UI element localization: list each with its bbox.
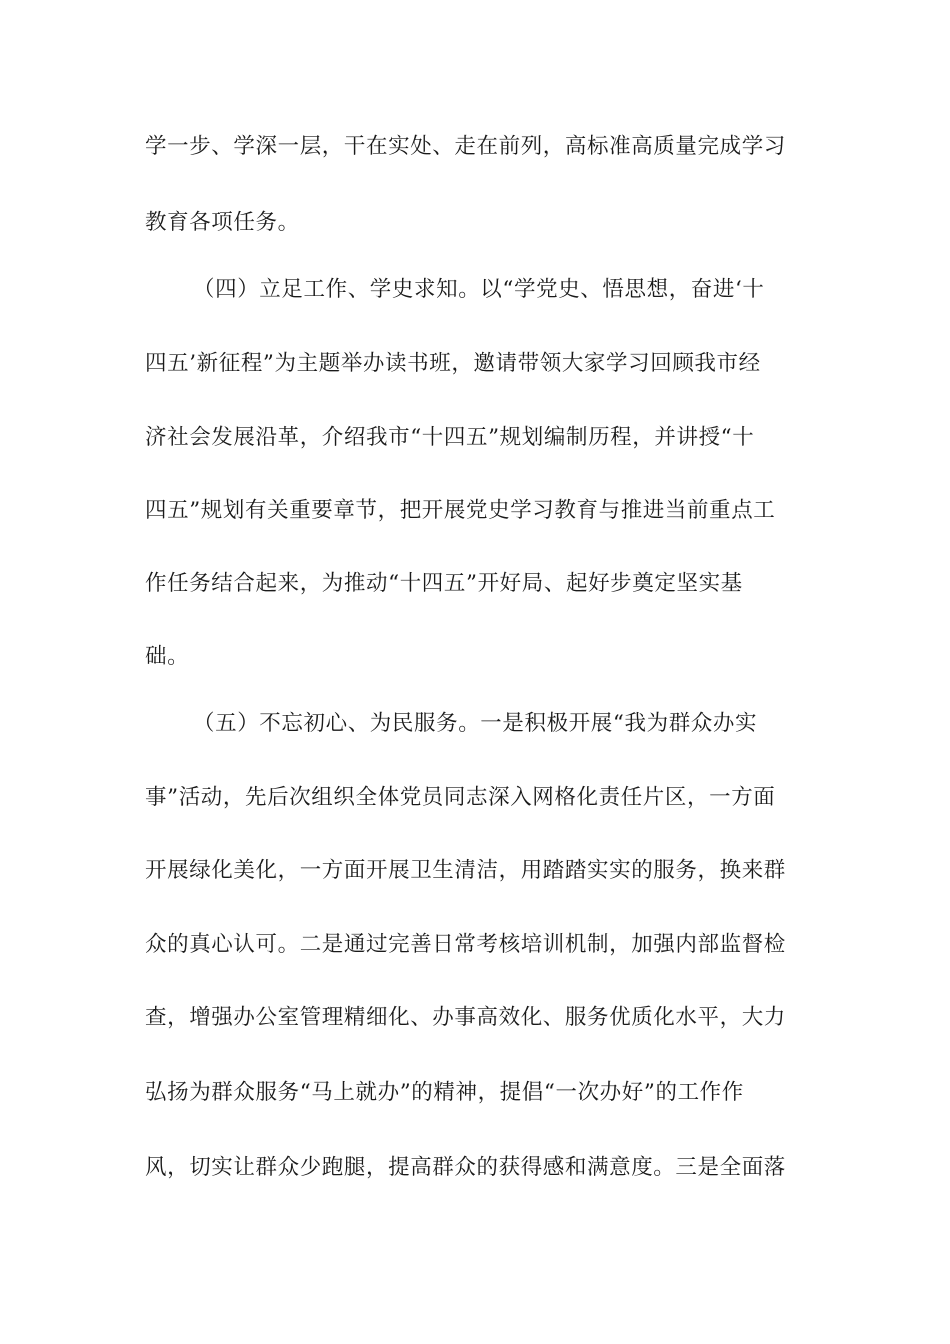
text-line: 弘扬为群众服务“马上就办”的精神，提倡“一次办好”的工作作 — [145, 1080, 744, 1105]
text-line: 教育各项任务。 — [145, 210, 300, 235]
text-line: 学一步、学深一层，干在实处、走在前列，高标准高质量完成学习 — [145, 134, 786, 159]
text-line: 风，切实让群众少跑腿，提高群众的获得感和满意度。三是全面落 — [145, 1155, 786, 1180]
text-line: 作任务结合起来，为推动“十四五”开好局、起好步奠定坚实基 — [145, 571, 743, 596]
paragraph-heading-line: （四）立足工作、学史求知。以“学党史、悟思想，奋进‘十 — [193, 277, 765, 302]
text-line: 开展绿化美化，一方面开展卫生清洁，用踏踏实实的服务，换来群 — [145, 858, 786, 883]
text-line: 查，增强办公室管理精细化、办事高效化、服务优质化水平，大力 — [145, 1005, 786, 1030]
paragraph-heading-line: （五）不忘初心、为民服务。一是积极开展“我为群众办实 — [193, 711, 758, 736]
text-line: 众的真心认可。二是通过完善日常考核培训机制，加强内部监督检 — [145, 932, 786, 957]
text-line: 事”活动，先后次组织全体党员同志深入网格化责任片区，一方面 — [145, 785, 776, 810]
text-line: 四五”规划有关重要章节，把开展党史学习教育与推进当前重点工 — [145, 498, 776, 523]
text-line: 济社会发展沿革，介绍我市“十四五”规划编制历程，并讲授“十 — [145, 425, 755, 450]
text-line: 四五’新征程”为主题举办读书班，邀请带领大家学习回顾我市经 — [145, 351, 761, 376]
text-line: 础。 — [145, 644, 190, 669]
